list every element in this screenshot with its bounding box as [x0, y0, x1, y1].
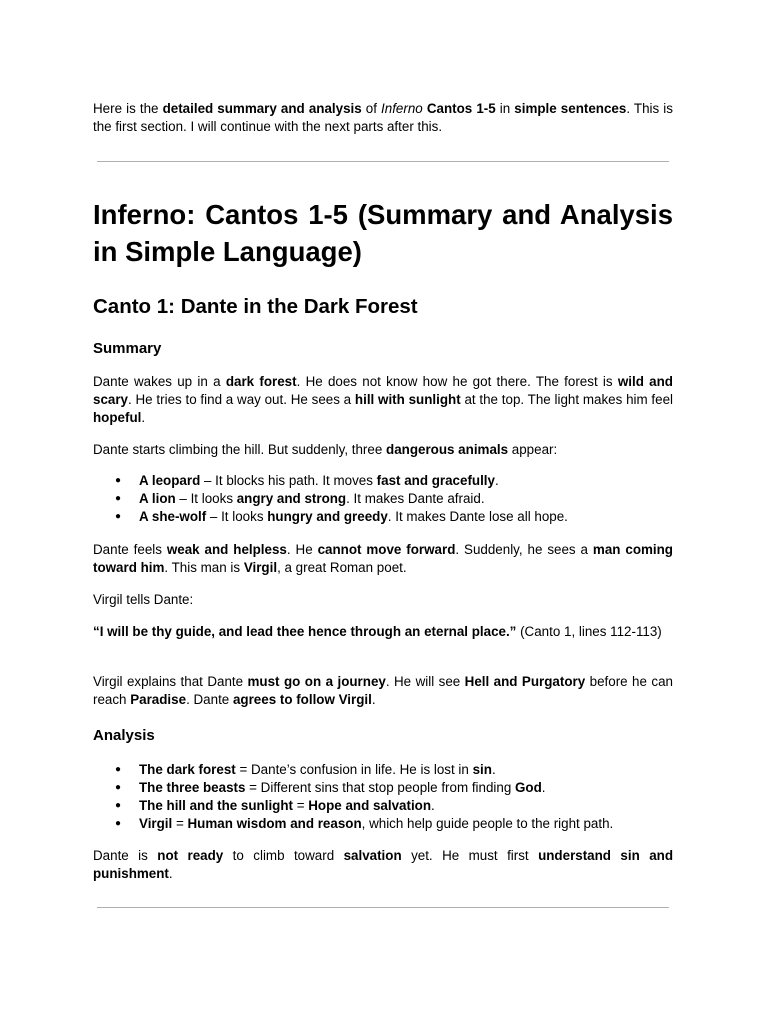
summary-paragraph-4: Virgil tells Dante: — [93, 592, 194, 607]
summary-paragraph-3: Dante feels weak and helpless. He cannot move forward. Suddenly, he sees a man coming toward him. This man is Virgil, a great Roman poet. — [93, 542, 673, 575]
list-item-lion: ● A lion – It looks angry and strong. It makes Dante afraid. — [93, 490, 673, 508]
analysis-list — [93, 761, 673, 833]
list-item-she-wolf: ● A she-wolf – It looks hungry and greedy. It makes Dante lose all hope. — [93, 508, 673, 526]
italic-run: Inferno — [381, 101, 423, 116]
document-title: Inferno: Cantos 1-5 (Summary and Analysis in Simple Language) — [93, 199, 673, 267]
horizontal-divider — [97, 161, 669, 162]
bold-run: Cantos 1-5 — [426, 101, 496, 116]
text-run: in — [495, 101, 515, 116]
analysis-heading: Analysis — [93, 727, 155, 744]
list-item-three-beasts: ● The three beasts = Different sins that stop people from finding God. — [93, 779, 673, 797]
list-item-hill-sunlight: ● The hill and the sunlight = Hope and salvation. — [93, 797, 673, 815]
summary-paragraph-1: Dante wakes up in a dark forest. He does not know how he got there. The forest is wild and scary. He tries to find a way out. He sees a hill with sunlight at the top. The light makes him feel hopeful. — [93, 374, 674, 425]
text-run: Here is the — [93, 101, 163, 116]
analysis-paragraph: Dante is not ready to climb toward salvation yet. He must first understand sin and punishment. — [93, 848, 673, 881]
list-item-dark-forest: ● The dark forest = Dante’s confusion in life. He is lost in sin. — [93, 761, 673, 779]
text-run: of — [361, 101, 382, 116]
intro-paragraph — [93, 100, 673, 136]
summary-paragraph-2: Dante starts climbing the hill. But suddenly, three dangerous animals appear: — [93, 442, 558, 457]
canto-heading: Canto 1: Dante in the Dark Forest — [93, 295, 418, 318]
list-item-virgil: ● Virgil = Human wisdom and reason, which help guide people to the right path. — [93, 815, 673, 833]
animals-list — [93, 472, 673, 526]
bold-run: simple sentences — [514, 101, 627, 116]
text-run: . This is the first section. I will continue with the next parts after this. — [93, 101, 673, 134]
bold-run: detailed summary and analysis — [162, 101, 362, 116]
horizontal-divider — [97, 907, 669, 908]
summary-paragraph-5: Virgil explains that Dante must go on a journey. He will see Hell and Purgatory before he can reach Paradise. Dante agrees to follow Virgil. — [93, 674, 673, 707]
summary-heading: Summary — [93, 340, 162, 357]
virgil-quote: “I will be thy guide, and lead thee hence through an eternal place.” (Canto 1, lines 112-113) — [93, 624, 662, 639]
list-item-leopard: ● A leopard – It blocks his path. It moves fast and gracefully. — [93, 472, 673, 490]
